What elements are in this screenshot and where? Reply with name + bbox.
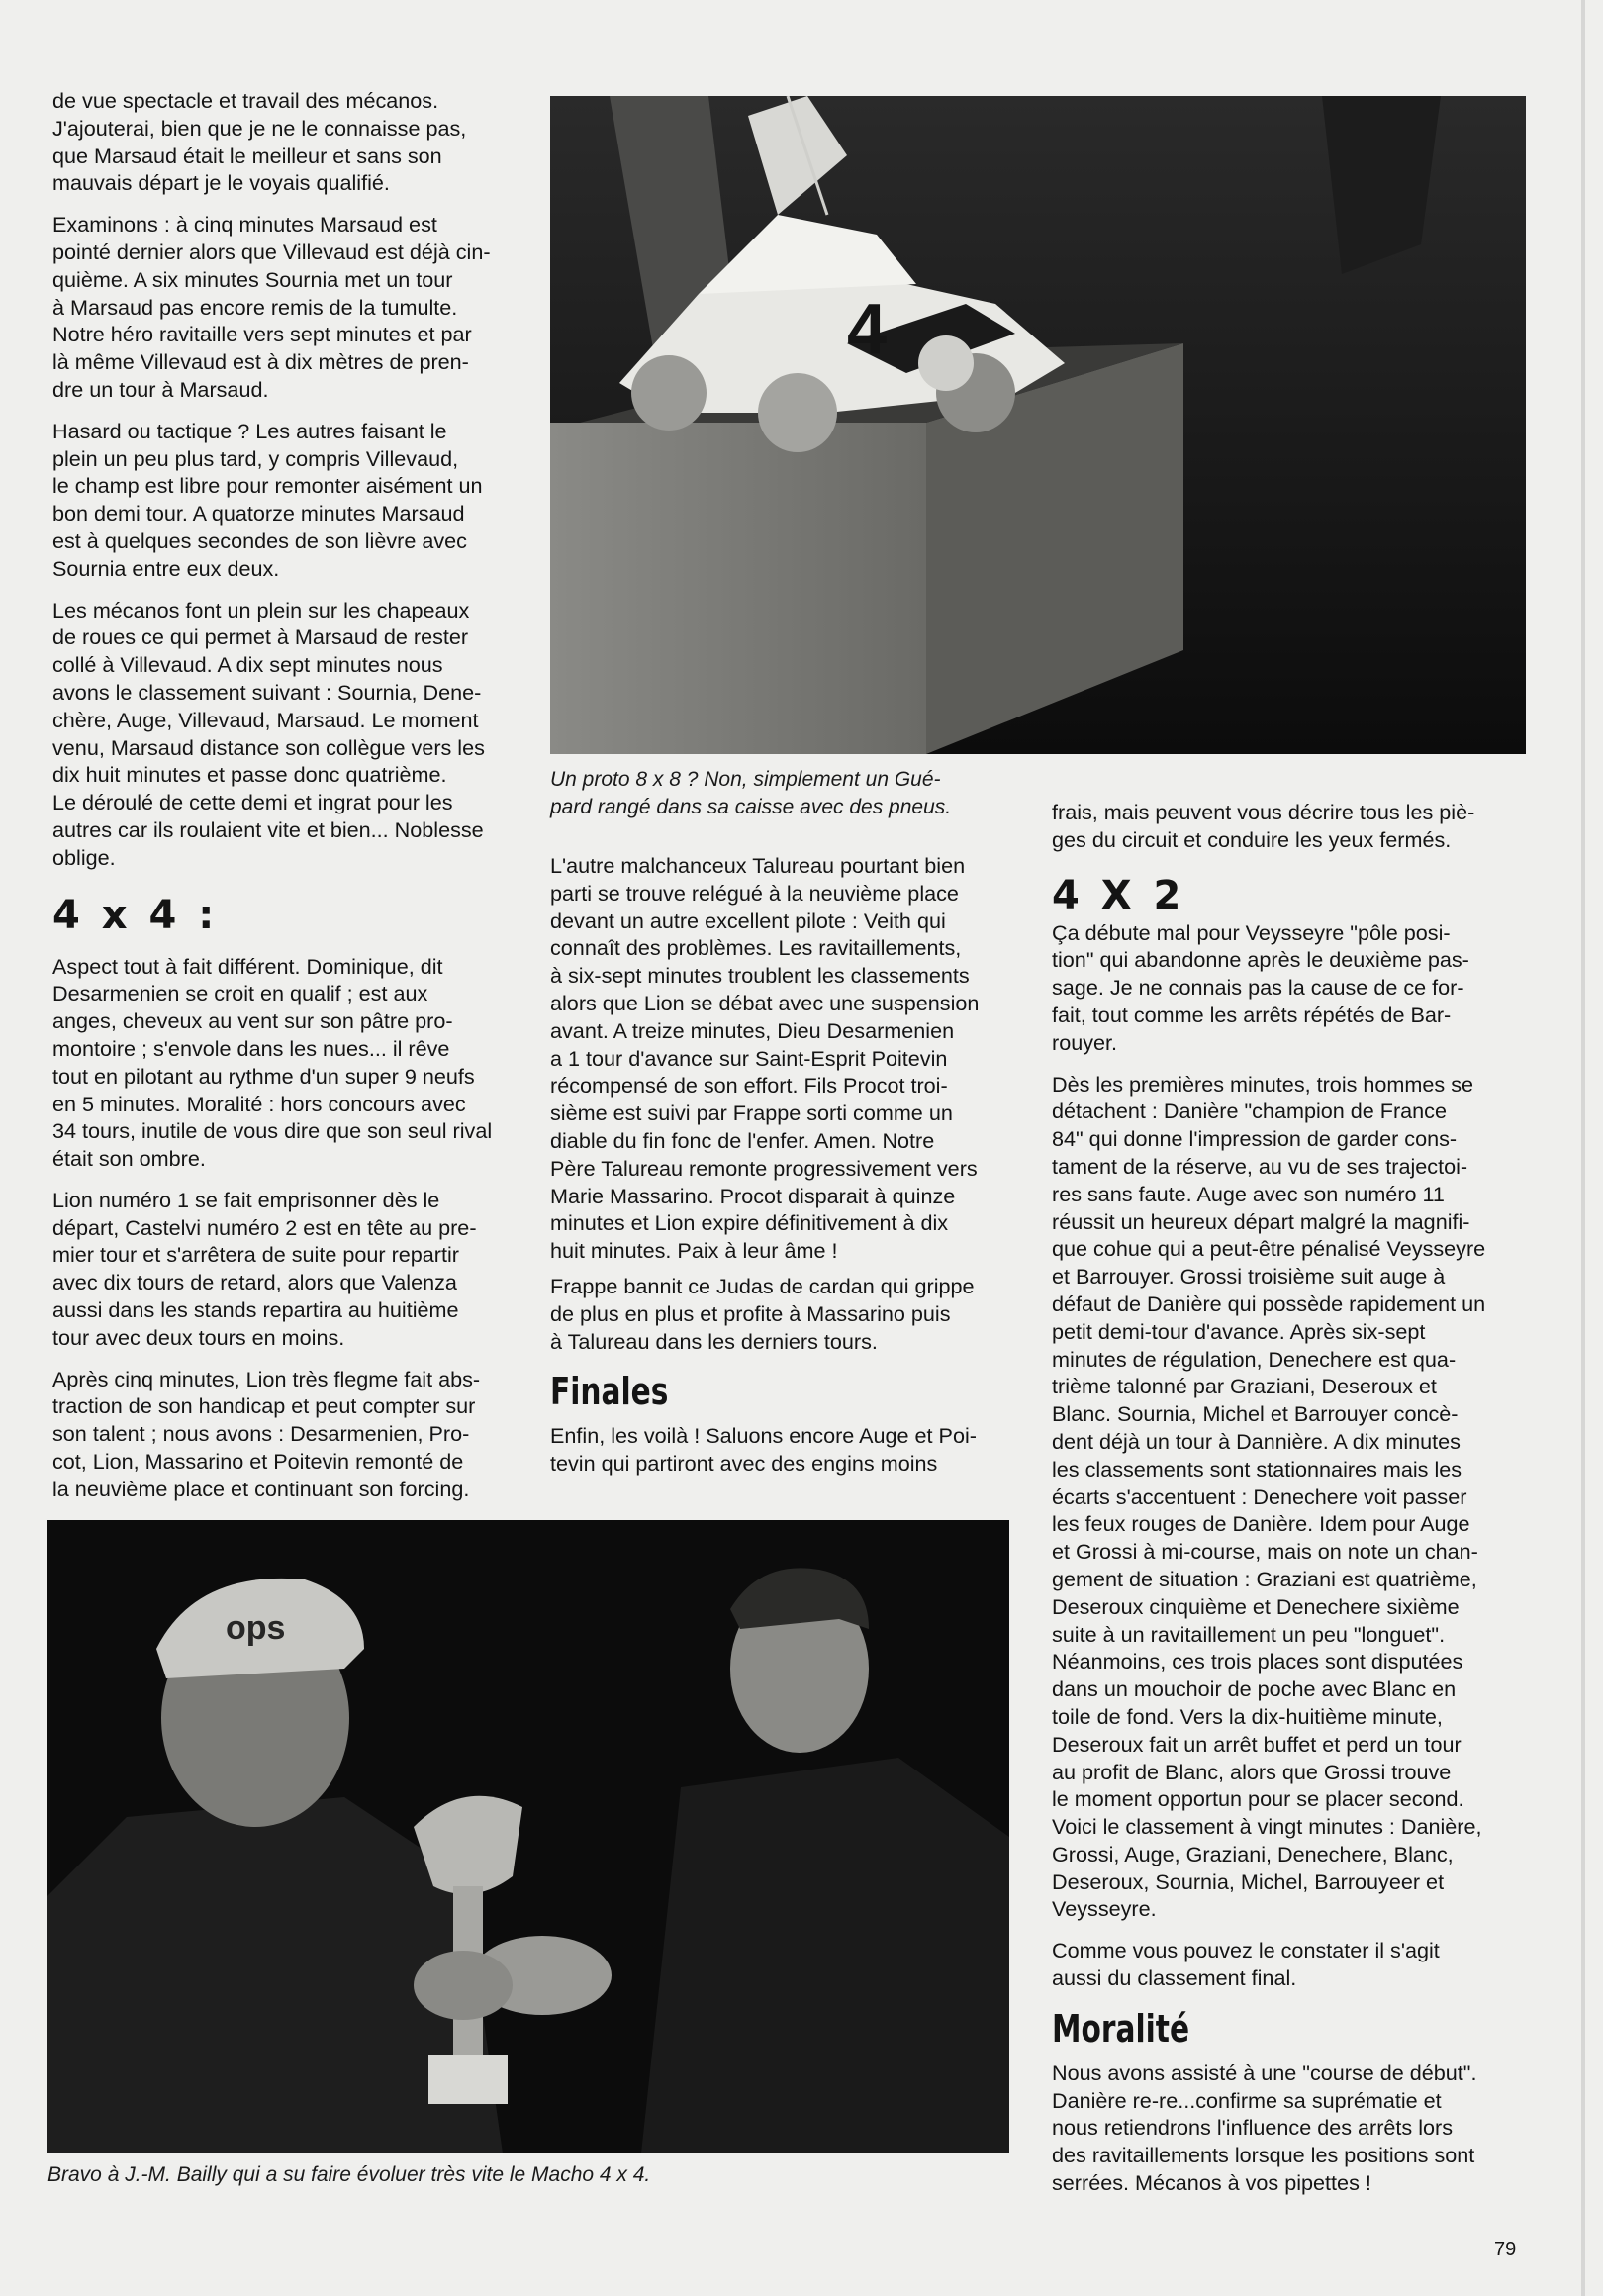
car-number: 4 — [847, 290, 888, 369]
bottom-photo-caption: Bravo à J.-M. Bailly qui a su faire évoluer très vite le Macho 4 x 4. — [47, 2163, 651, 2186]
paragraph: Les mécanos font un plein sur les chapeaux de roues ce qui permet à Marsaud de rester collé à Villevaud. A dix sept minutes nous avons le classement suivant : Sournia, Dene- chère, Auge, Villevaud, Marsaud. Le moment venu, Marsaud distance son collègue vers les dix huit minutes et passe donc quatrième. Le déroulé de cette demi et ingrat pour les autres car ils roulaient vite et bien... Noblesse oblige. — [52, 597, 485, 870]
paragraph: Examinons : à cinq minutes Marsaud est pointé dernier alors que Villevaud est déjà cin- quième. A six minutes Sournia met un tour à Marsaud pas encore remis de la tumulte. Notre héro ravitaille vers sept minutes et par là même Villevaud est à dix mètres de pren- dre un tour à Marsaud. — [52, 212, 491, 402]
paragraph: de vue spectacle et travail des mécanos. J'ajouterai, bien que je ne le connaisse pas, que Marsaud était le meilleur et sans son mauvais départ je le voyais qualifié. — [52, 88, 467, 196]
paragraph: Nous avons assisté à une "course de début". Danière re-re...confirme sa suprématie et nous retiendrons l'influence des arrêts lors des ravitaillements lorsque les positions sont serrées. Mécanos à vos pipettes ! — [1052, 2059, 1477, 2196]
paragraph: Ça débute mal pour Veysseyre "pôle posi- tion" qui abandonne après le deuxième pas- sage. Je ne connais pas la cause de ce for- fait, tout comme les arrêts répétés de Bar- rouyer. — [1052, 919, 1469, 1055]
cap-logo: ops — [226, 1609, 286, 1647]
car-box-illustration — [550, 96, 1526, 754]
paragraph: Dès les premières minutes, trois hommes se détachent : Danière "champion de France 84" qui donne l'impression de garder cons- tament de la réserve, au vu de ses trajectoi- res sans faute. Auge avec son numéro 11 réussit un heureux départ malgré la magnifi- que cohue qui a peut-être pénalisé Veysseyre et Barrouyer. Grossi troisième suit auge à défaut de Danière qui possède rapidement un petit demi-tour d'avance. Après six-sept minutes de régulation, Denechere est qua- trième talonné par Graziani, Deseroux et Blanc. Sournia, Michel et Barrouyer concè- dent déjà un tour à Dannière. A dix minutes les classements sont stationnaires mais les écarts s'accentuent : Denechere voit passer les feux rouges de Danière. Idem pour Auge et Grossi à mi-course, mais on note un chan- gement de situation : Graziani est quatrième, Deseroux cinquième et Denechere sixième suite à un ravitaillement un peu "longuet". Néanmoins, ces trois places sont disputées dans un mouchoir de poche avec Blanc en toile de fond. Vers la dix-huitième minute, Deseroux fait un arrêt buffet et perd un tour au profit de Blanc, alors que Grossi trouve le moment opportun pour se placer second. Voici le classement à vingt minutes : Danière, Grossi, Auge, Graziani, Denechere, Blanc, Deseroux, Sournia, Michel, Barrouyeer et Veysseyre. — [1052, 1071, 1486, 1922]
paragraph: Comme vous pouvez le constater il s'agit aussi du classement final. — [1052, 1938, 1440, 1991]
section-heading-4x4: 4 x 4 : — [52, 892, 219, 938]
top-photo-caption: Un proto 8 x 8 ? Non, simplement un Gué- pard rangé dans sa caisse avec des pneus. — [550, 768, 952, 818]
left-column — [52, 87, 514, 1517]
trophy-scene-illustration — [47, 1520, 1009, 2153]
paragraph: L'autre malchanceux Talureau pourtant bien parti se trouve relégué à la neuvième place devant un autre excellent pilote : Veith qui connaît des problèmes. Les ravitaillements, à six-sept minutes troublent les classements alors que Lion se débat avec une suspension avant. A treize minutes, Dieu Desarmenien a 1 tour d'avance sur Saint-Esprit Poitevin récompensé de son effort. Fils Procot troi- sième est suivi par Frappe sorti comme un diable du fin fonc de l'enfer. Amen. Notre Père Talureau remonte progressivement vers Marie Massarino. Procot disparait à quinze minutes et Lion expire définitivement à dix huit minutes. Paix à leur âme ! — [550, 853, 980, 1264]
page-number: 79 — [1494, 2239, 1517, 2260]
page-edge-shadow — [1581, 0, 1585, 2296]
section-heading-finales: Finales — [550, 1370, 669, 1414]
photo-trophy-presentation — [47, 1520, 1009, 2153]
paragraph: Après cinq minutes, Lion très flegme fait abs- traction de son handicap et peut compter sur son talent ; nous avons : Desarmenien, Pro- cot, Lion, Massarino et Poitevin remonté de la neuvième place et continuant son forcing. — [52, 1366, 481, 1501]
middle-column — [550, 852, 1017, 1491]
section-heading-4x2: 4 X 2 — [1052, 872, 1185, 918]
paragraph: Frappe bannit ce Judas de cardan qui grippe de plus en plus et profite à Massarino puis à Talureau dans les derniers tours. — [550, 1273, 975, 1354]
photo-car-in-box — [550, 96, 1526, 754]
paragraph: Enfin, les voilà ! Saluons encore Auge et Poi- tevin qui partiront avec des engins moins — [550, 1423, 977, 1477]
paragraph: Hasard ou tactique ? Les autres faisant le plein un peu plus tard, y compris Villevaud, le champ est libre pour remonter aisément un bon demi tour. A quatorze minutes Marsaud est à quelques secondes de son lièvre avec Sournia entre eux deux. — [52, 418, 483, 581]
right-column — [1052, 799, 1525, 2211]
paragraph: frais, mais peuvent vous décrire tous les piè- ges du circuit et conduire les yeux fermés. — [1052, 800, 1475, 852]
section-heading-moralite: Moralité — [1052, 2006, 1190, 2051]
paragraph: Aspect tout à fait différent. Dominique, dit Desarmenien se croit en qualif ; est aux anges, cheveux au vent sur son pâtre pro- montoire ; s'envole dans les nues... il rêve tout en pilotant au rythme d'un super 9 neufs en 5 minutes. Moralité : hors concours avec 34 tours, inutile de vous dire que son seul rival était son ombre. — [52, 953, 493, 1172]
paragraph: Lion numéro 1 se fait emprisonner dès le départ, Castelvi numéro 2 est en tête au pre- mier tour et s'arrêtera de suite pour repartir avec dix tours de retard, alors que Valenza aussi dans les stands repartira au huitième tour avec deux tours en moins. — [52, 1187, 477, 1350]
